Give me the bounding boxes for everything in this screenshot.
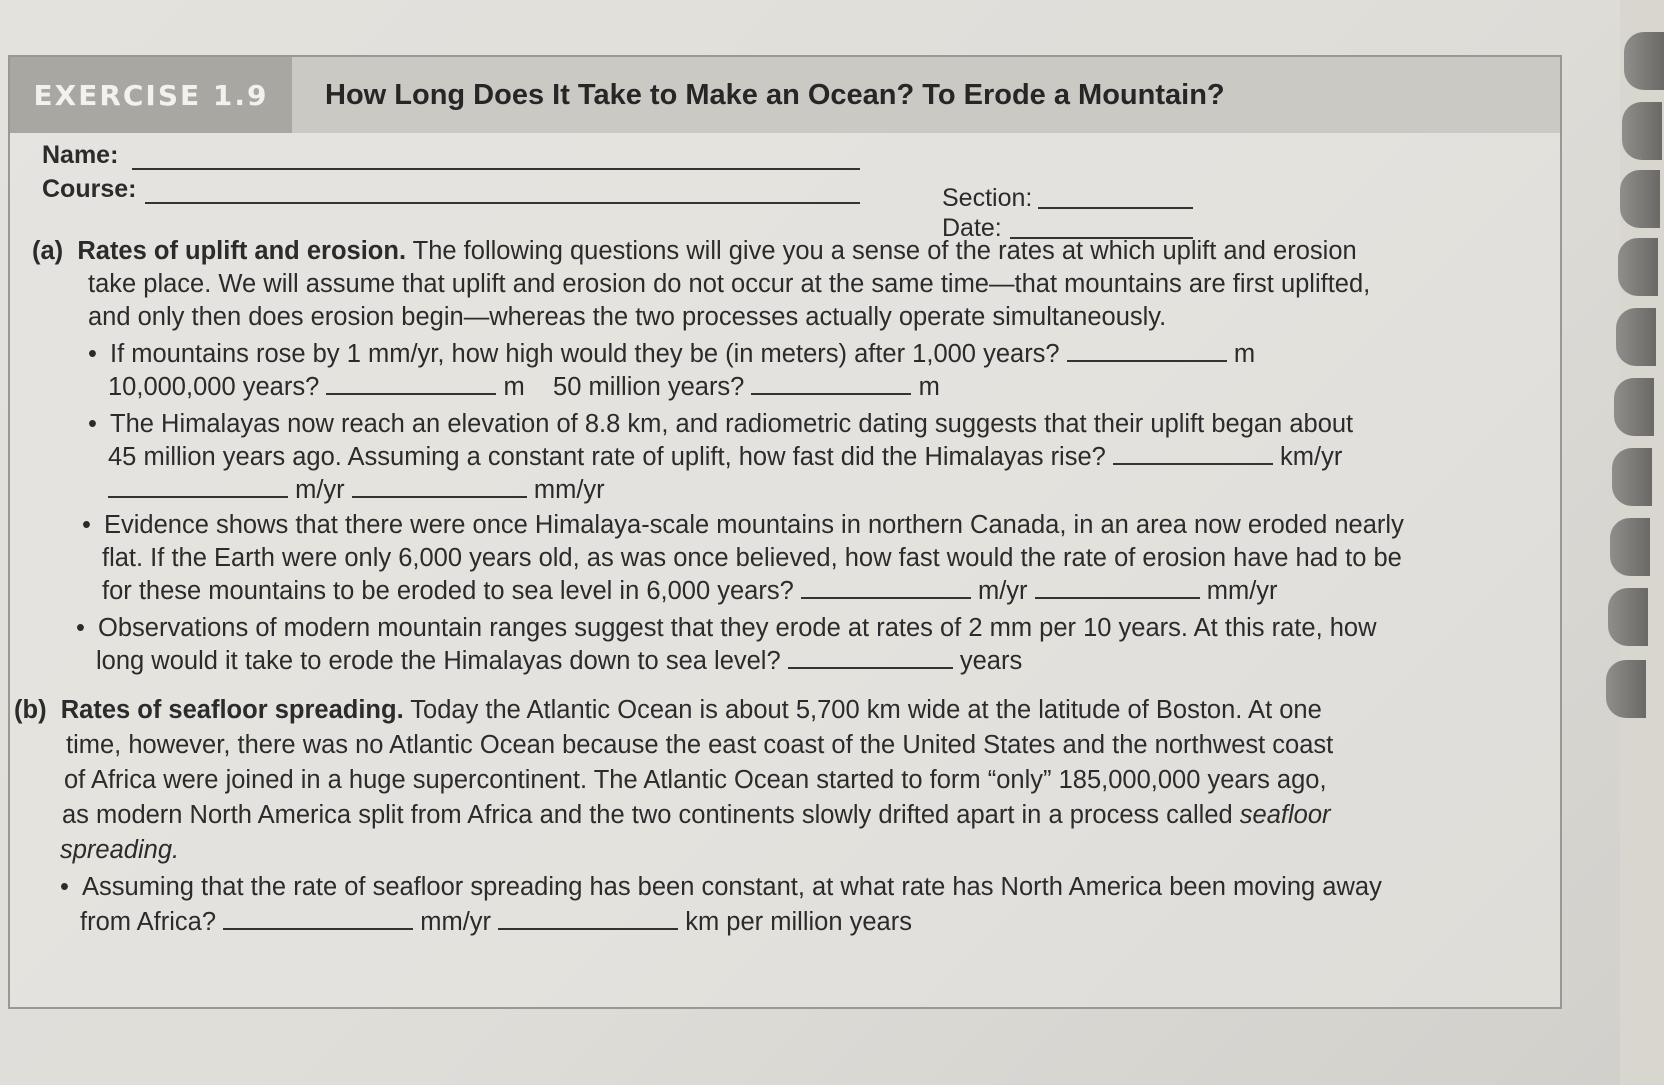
answer-canada-mm-yr[interactable]: [1035, 577, 1200, 599]
unit-km-per-million-years: km per million years: [685, 908, 912, 936]
part-a-q4-text-1: Observations of modern mountain ranges suggest that they erode at rates of 2 mm per 10 years. At this rate, how: [98, 614, 1377, 642]
binder-tab: [1620, 170, 1660, 228]
answer-canada-m-yr[interactable]: [801, 577, 971, 599]
answer-himalaya-km-yr[interactable]: [1113, 443, 1273, 465]
part-a-q2-text-2: 45 million years ago. Assuming a constant rate of uplift, how fast did the Himalayas rise?: [108, 443, 1106, 471]
part-a-intro-line-1: [32, 235, 1357, 268]
binder-tab: [1622, 102, 1662, 160]
answer-himalaya-mm-yr[interactable]: [352, 476, 527, 498]
part-a-q3-text-3: for these mountains to be eroded to sea level in 6,000 years?: [102, 577, 794, 605]
part-b-q1-text-2: from Africa?: [80, 908, 217, 936]
binder-tab: [1618, 238, 1658, 296]
binder-tab: [1608, 588, 1648, 646]
unit-mm-yr: mm/yr: [420, 908, 492, 936]
part-a-q1-text: If mountains rose by 1 mm/yr, how high would they be (in meters) after 1,000 years?: [110, 340, 1060, 368]
unit-m: m: [503, 373, 525, 401]
answer-10000000-years[interactable]: [326, 373, 496, 395]
bullet: •: [88, 410, 97, 438]
answer-himalaya-m-yr[interactable]: [108, 476, 288, 498]
exercise-number-box: [10, 57, 292, 133]
unit-m-yr: m/yr: [977, 577, 1028, 605]
part-a-q1-line-1: [88, 338, 1255, 371]
part-b-line-4: [62, 799, 1331, 832]
part-b-text-3: of Africa were joined in a huge supercontinent. The Atlantic Ocean started to form “only” 185,000,000 years ago,: [64, 766, 1327, 794]
binder-tab: [1612, 448, 1652, 506]
name-label: Name:: [42, 141, 119, 169]
unit-m: m: [1233, 340, 1256, 368]
binder-tab: [1614, 378, 1654, 436]
part-a-q3-line-1: [82, 509, 1404, 542]
part-b-q1-text-1: Assuming that the rate of seafloor spreading has been constant, at what rate has North America been moving away: [82, 873, 1382, 901]
part-a-q2-text-1: The Himalayas now reach an elevation of 8.8 km, and radiometric dating suggests that their uplift began about: [110, 410, 1354, 438]
exercise-panel: [8, 55, 1562, 1009]
section-label: Section:: [942, 184, 1033, 212]
part-a-q4-line-2: [96, 645, 1022, 678]
part-b-text-4: as modern North America split from Africa and the two continents slowly drifted apart in a process called: [62, 801, 1240, 829]
bullet: •: [88, 340, 97, 368]
unit-km-yr: km/yr: [1280, 443, 1343, 471]
course-label: Course:: [42, 175, 137, 203]
answer-erosion-years[interactable]: [788, 647, 953, 669]
binder-tabs: [1574, 20, 1664, 1080]
part-b-q1-line-2: [80, 906, 912, 939]
part-b-marker: (b): [14, 696, 47, 724]
answer-1000-years[interactable]: [1067, 340, 1227, 362]
answer-50-million-years[interactable]: [751, 373, 911, 395]
part-a-q1-line-2: [108, 371, 940, 404]
unit-years: years: [959, 647, 1023, 675]
course-field[interactable]: [145, 202, 860, 204]
part-a-q4-line-1: [76, 612, 1377, 645]
part-a-q3-text-2: flat. If the Earth were only 6,000 years old, as was once believed, how fast would the rate of erosion have had to be: [102, 544, 1402, 572]
part-a-q2-line-1: [88, 408, 1353, 441]
part-b-q1-line-1: [60, 871, 1382, 904]
part-a-intro-2: take place. We will assume that uplift and erosion do not occur at the same time—that mountains are first uplifted,: [88, 270, 1371, 298]
answer-spreading-km-myr[interactable]: [498, 908, 678, 930]
exercise-label: EXERCISE 1.9: [33, 78, 269, 112]
part-a-q3-text-1: Evidence shows that there were once Himalaya-scale mountains in northern Canada, in an area now eroded nearly: [104, 511, 1404, 539]
header-band: [10, 57, 1560, 133]
answer-spreading-mm-yr[interactable]: [223, 908, 413, 930]
binder-tab: [1624, 32, 1664, 90]
part-a-q1-50m-text: 50 million years?: [553, 373, 745, 401]
part-a-q4-text-2: long would it take to erode the Himalayas down to sea level?: [96, 647, 781, 675]
part-a-q1-10m-text: 10,000,000 years?: [108, 373, 320, 401]
part-b-text-1: Today the Atlantic Ocean is about 5,700 km wide at the latitude of Boston. At one: [403, 696, 1322, 724]
bullet: •: [76, 614, 85, 642]
part-b-heading: Rates of seafloor spreading.: [60, 696, 404, 724]
unit-m-yr: m/yr: [295, 476, 345, 504]
part-a-heading: Rates of uplift and erosion.: [77, 237, 407, 265]
binder-tab: [1610, 518, 1650, 576]
unit-mm-yr: mm/yr: [1206, 577, 1278, 605]
date-label: Date:: [942, 214, 1002, 242]
unit-m: m: [918, 373, 940, 401]
name-field[interactable]: [132, 168, 860, 170]
part-a-marker: (a): [32, 237, 64, 265]
unit-mm-yr: mm/yr: [533, 476, 605, 504]
section-field[interactable]: [1038, 207, 1193, 209]
part-b-text-5: spreading.: [60, 836, 180, 864]
part-a-q3-line-3: [102, 575, 1278, 608]
binder-tab: [1616, 308, 1656, 366]
part-b-line-1: [14, 694, 1322, 727]
exercise-title: How Long Does It Take to Make an Ocean? To Erode a Mountain?: [325, 79, 1225, 111]
part-b-text-4-italic: seafloor: [1239, 801, 1331, 829]
bullet: •: [60, 873, 69, 901]
part-a-q2-line-2: [108, 441, 1342, 474]
bullet: •: [82, 511, 91, 539]
part-a-intro-3: and only then does erosion begin—whereas the two processes actually operate simultaneously.: [88, 303, 1167, 331]
part-b-text-2: time, however, there was no Atlantic Ocean because the east coast of the United States and the northwest coast: [66, 731, 1334, 759]
binder-tab: [1606, 660, 1646, 718]
part-a-q2-line-3: [108, 474, 605, 507]
part-a-intro-1: The following questions will give you a sense of the rates at which uplift and erosion: [406, 237, 1357, 265]
